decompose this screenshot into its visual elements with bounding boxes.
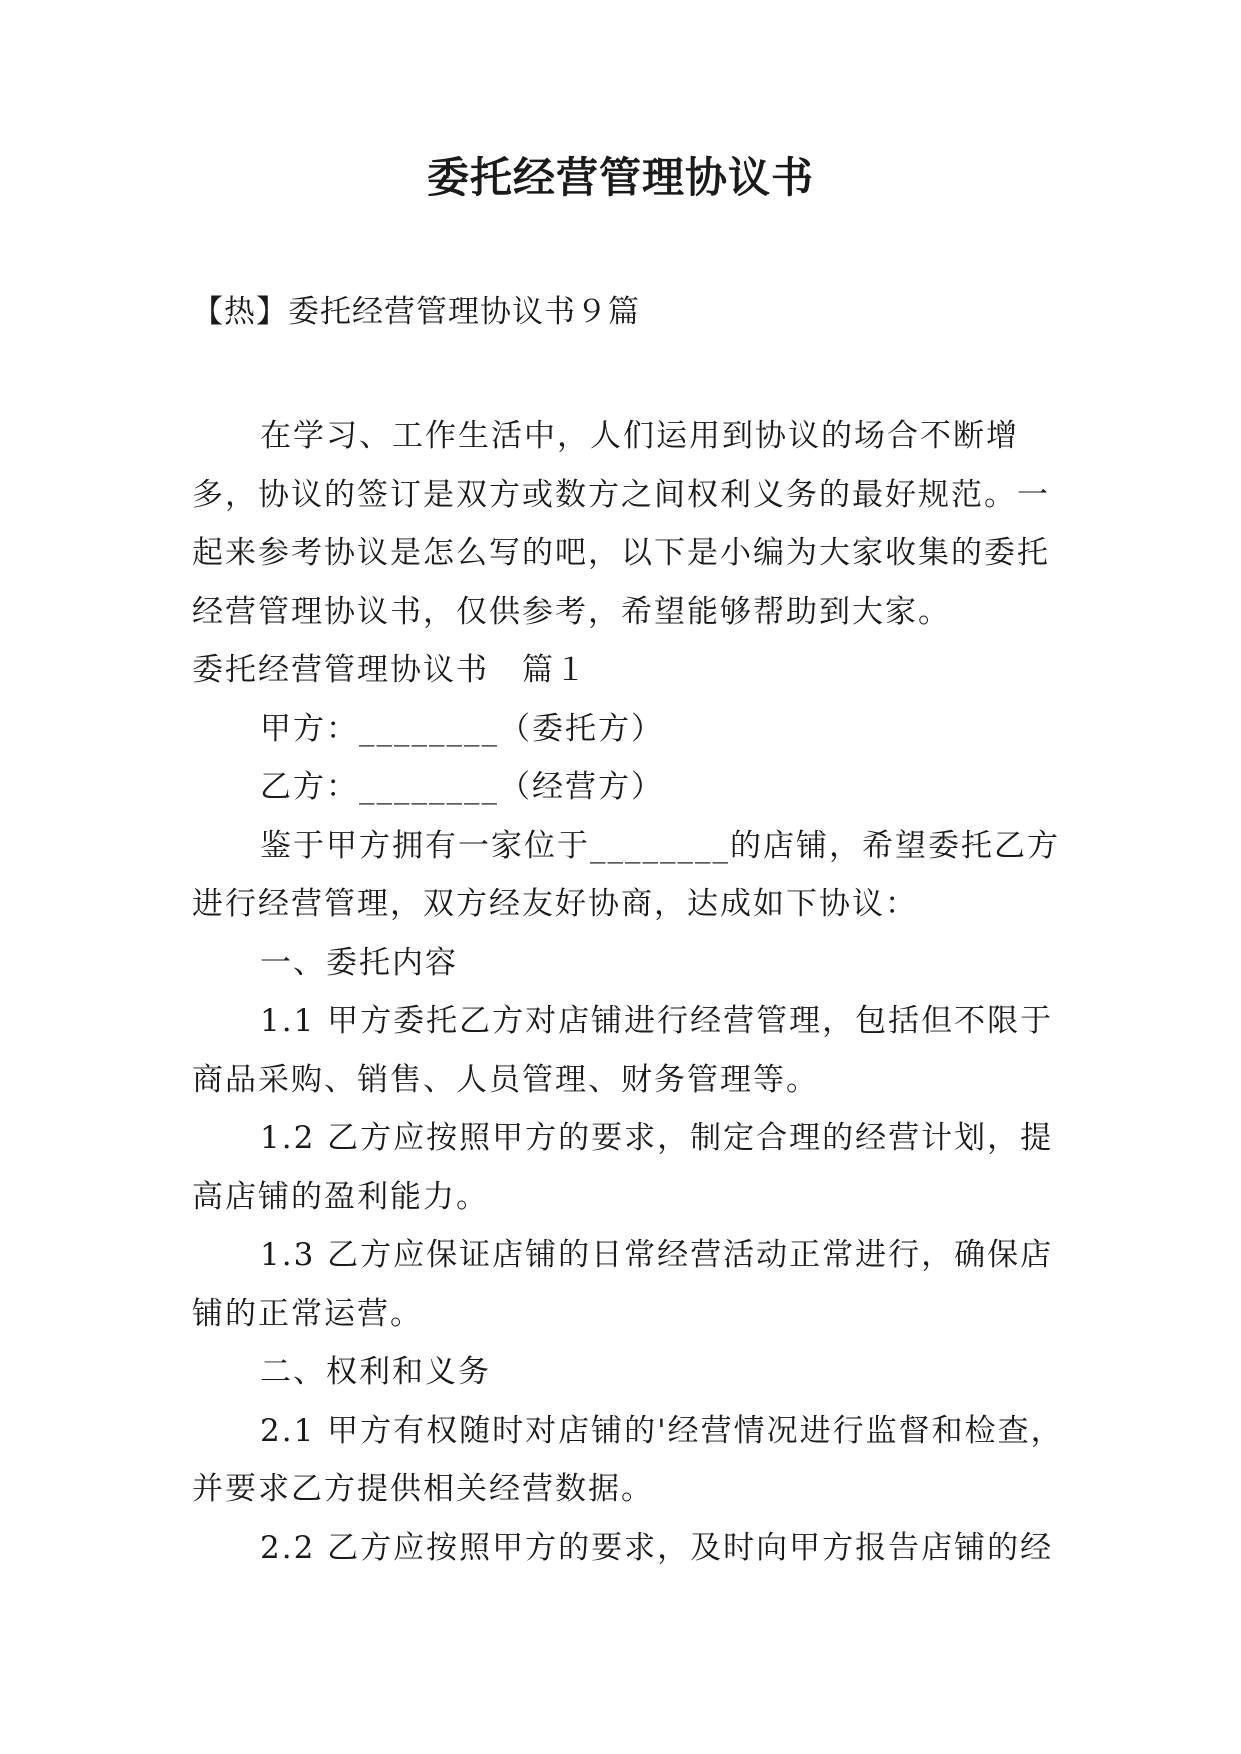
section-heading-part-1: 委托经营管理协议书 篇１ [192,652,588,688]
document-body [192,407,1072,1577]
clause-heading-1: 一、委托内容 [260,944,458,981]
party-b-line: 乙方：________（经营方） [260,769,664,805]
intro-paragraph: 在学习、工作生活中，人们运用到协议的场合不断增多，协议的签订是双方或数方之间权利义务的最好规范。一起来参考协议是怎么写的吧，以下是小编为大家收集的委托经营管理协议书，仅供参考，希望能够帮助到大家。 [192,418,1050,630]
clause-heading-2: 二、权利和义务 [260,1354,491,1390]
clause-2-2: 2.2 乙方应按照甲方的要求，及时向甲方报告店铺的经 [260,1529,1054,1566]
document-title: 委托经营管理协议书 [426,153,814,202]
party-a-line: 甲方：________（委托方） [260,710,664,747]
preamble-paragraph: 鉴于甲方拥有一家位于________的店铺，希望委托乙方进行经营管理，双方经友好协商，达成如下协议： [192,827,1060,922]
clause-1-2: 1.2 乙方应按照甲方的要求，制定合理的经营计划，提高店铺的盈利能力。 [192,1120,1054,1215]
clause-2-1: 2.1 甲方有权随时对店铺的'经营情况进行监督和检查，并要求乙方提供相关经营数据。 [192,1412,1064,1507]
clause-1-3: 1.3 乙方应保证店铺的日常经营活动正常进行，确保店铺的正常运营。 [192,1237,1054,1332]
clause-1-1: 1.1 甲方委托乙方对店铺进行经营管理，包括但不限于商品采购、销售、人员管理、财务管理等。 [192,1003,1054,1098]
document-subtitle: 【热】委托经营管理协议书９篇 [192,294,640,330]
